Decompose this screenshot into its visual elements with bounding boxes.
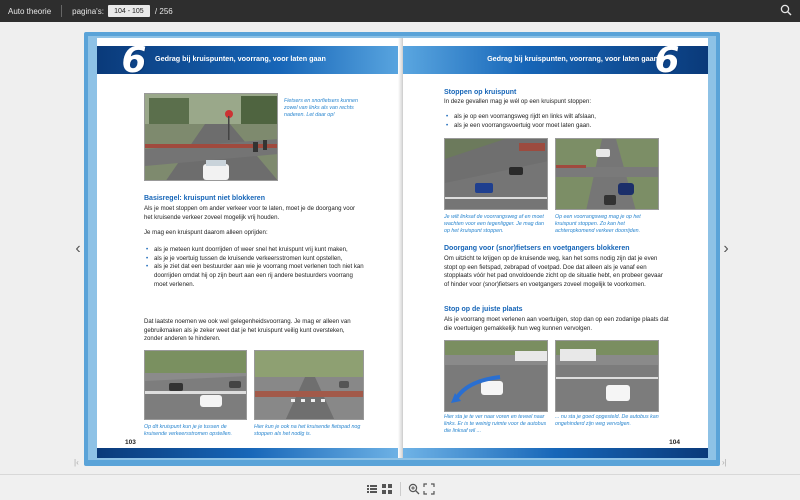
list-item: • als je ziet dat een bestuurder aan wie je voorrang moet verlenen toch niet kan doorrijden omdat hij op zijn beurt aan een rij andere bestuurders voorrang moet verlenen.: [144, 263, 364, 289]
bottom-toolbar: [0, 474, 800, 500]
section-title: Stoppen op kruispunt: [444, 89, 517, 96]
photo-caption: ... nu sta je goed opgesteld. De autobus kan ongehinderd zijn weg vervolgen.: [555, 414, 659, 428]
pages-label: pagina's:: [72, 6, 104, 16]
photo-intersection-queue: [144, 350, 247, 420]
prev-page-icon[interactable]: ‹: [75, 240, 81, 257]
chapter-number: 6: [121, 40, 147, 81]
photo-caption: Hier sta je te ver naar voren en teveel naar links. Er is te weinig ruimte voor de autobus die linksaf wil ...: [444, 414, 547, 435]
photo-cycle-path: [254, 350, 364, 420]
toolbar-divider: [61, 5, 62, 17]
paragraph: Als je moet stoppen om ander verkeer voor te laten, moet je de doorgang voor het kruisende verkeer zoveel mogelijk vrij houden.: [144, 205, 356, 221]
page-number: 103: [125, 439, 136, 446]
paragraph: Je mag een kruispunt daarom alleen oprijden:: [144, 229, 268, 236]
app-title: Auto theorie: [8, 6, 52, 16]
paragraph: In deze gevallen mag je wél op een kruispunt stoppen:: [444, 98, 592, 105]
zoom-in-icon[interactable]: [408, 483, 420, 495]
page-number: 104: [669, 439, 680, 446]
photo-caption: Op een voorrangsweg mag je op het kruispunt stoppen. Zo kan het achteropkomend verkeer doorrijden.: [555, 214, 641, 235]
section-title: Stop op de juiste plaats: [444, 306, 523, 313]
paragraph: Als je voorrang moet verlenen aan voertuigen, stop dan op een zodanige plaats dat die voertuigen gemakkelijk hun weg kunnen vervolgen.: [444, 316, 669, 332]
toolbar-divider: [400, 482, 401, 496]
bullet-list: [444, 113, 669, 130]
chapter-header: Gedrag bij kruispunten, voorrang, voor laten gaan: [487, 54, 658, 63]
list-item: • als je meteen kunt doorrijden of weer snel het kruispunt vrij kunt maken,: [144, 246, 364, 255]
paragraph: Om uitzicht te krijgen op de kruisende weg, kan het soms nodig zijn dat je even stopt op een fietspad, zebrapad of voetpad. Doe dat alleen als je vanaf een stopplaats vóór het pad onvoldoende zicht op de situatie hebt, en probeer gevaar of hinder voor (snor)fietsers en voetgangers zoveel mogelijk te voorkomen.: [444, 255, 663, 288]
top-toolbar: [0, 0, 800, 22]
photo-intersection-cyclists: [144, 93, 278, 181]
first-page-icon[interactable]: |‹: [74, 458, 79, 467]
photo-bus-correct-position: [555, 340, 659, 412]
next-page-icon[interactable]: ›: [723, 240, 729, 257]
footer-band: [97, 448, 402, 458]
last-page-icon[interactable]: ›|: [722, 458, 727, 467]
search-icon[interactable]: [780, 4, 792, 16]
photo-caption: Fietsers en snorfietsers kunnen zowel van links als van rechts naderen. Let daar op!: [284, 98, 358, 119]
paragraph: Dat laatste noemen we ook wel gelegenheidsvoorrang. Je mag er alleen van gebruikmaken als je zeker weet dat je het kruispunt veilig kunt oversteken, zonder anderen te hinderen.: [144, 318, 351, 343]
photo-priority-road: [555, 138, 659, 210]
list-item: • als je op een voorrangsweg rijdt en links wilt afslaan,: [444, 113, 669, 122]
photo-bus-wrong-position: [444, 340, 548, 412]
right-page[interactable]: [403, 38, 708, 458]
section-title: Basisregel: kruispunt niet blokkeren: [144, 195, 265, 202]
fullscreen-icon[interactable]: [423, 483, 435, 495]
chapter-header: Gedrag bij kruispunten, voorrang, voor laten gaan: [155, 54, 326, 63]
page-number-input[interactable]: [108, 5, 150, 17]
list-view-icon[interactable]: [366, 483, 378, 495]
footer-band: [403, 448, 708, 458]
grid-view-icon[interactable]: [381, 483, 393, 495]
photo-caption: Hier kun je ook na het kruisende fietspad nog stoppen als het nodig is.: [254, 424, 361, 438]
list-item: • als je een voorrangsvoertuig voor moet laten gaan.: [444, 122, 669, 131]
total-pages: / 256: [154, 6, 173, 16]
chapter-number: 6: [654, 40, 680, 81]
photo-caption: Op dit kruispunt kun je je tussen de kruisende verkeersstromen opstellen.: [144, 424, 233, 438]
photo-caption: Je wilt linksaf de voorrangsweg af en moet wachten voor een tegenligger. Je mag dan op het kruispunt stoppen.: [444, 214, 544, 235]
list-item: • als je je voertuig tussen de kruisende verkeersstromen kunt opstellen,: [144, 255, 364, 264]
photo-left-turn-wait: [444, 138, 548, 210]
left-page[interactable]: [97, 38, 402, 458]
bullet-list: [144, 246, 364, 289]
section-title: Doorgang voor (snor)fietsers en voetgangers blokkeren: [444, 245, 630, 252]
